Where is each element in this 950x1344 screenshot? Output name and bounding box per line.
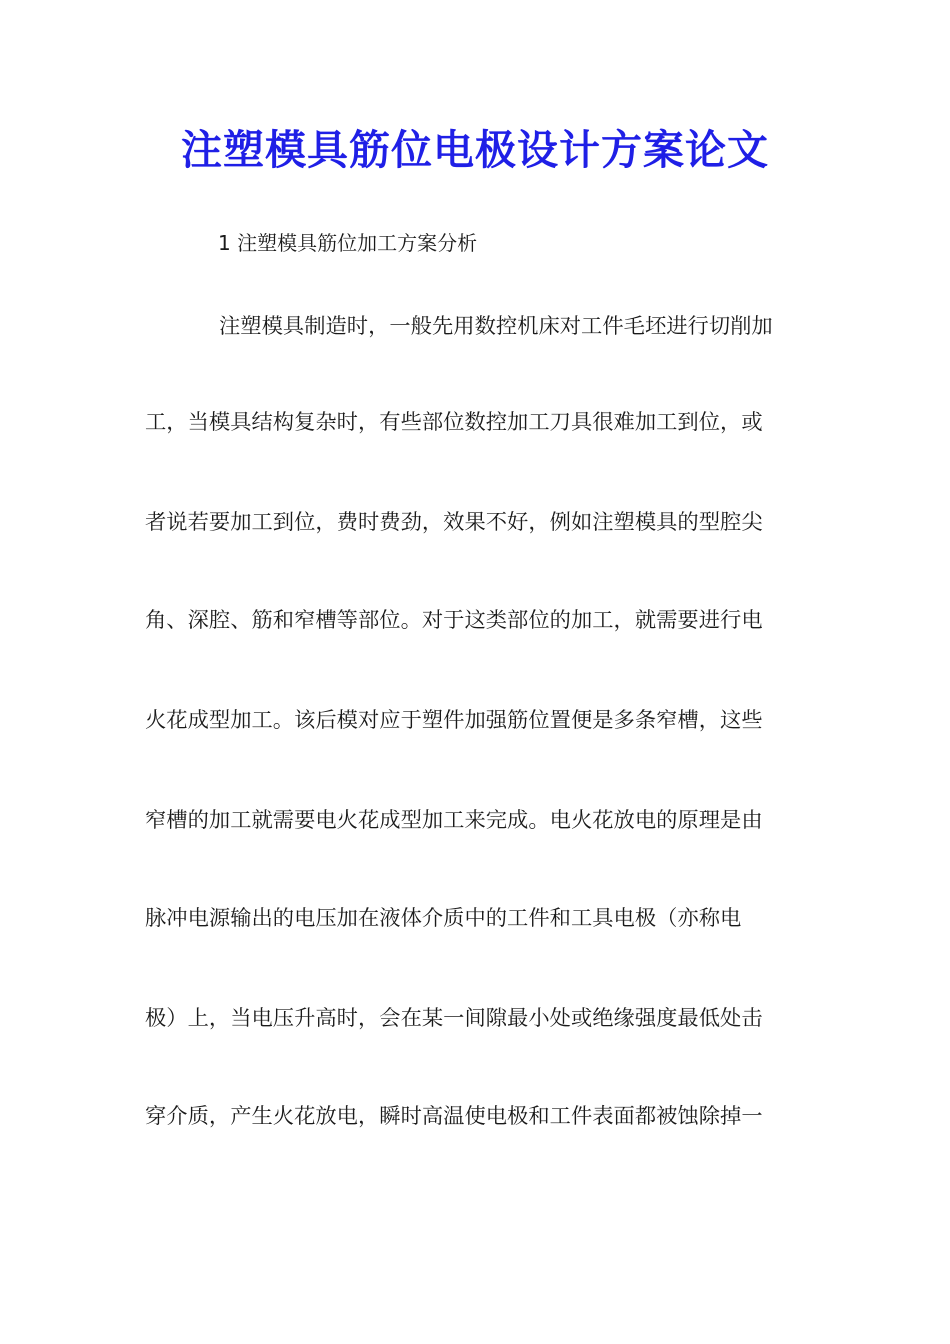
paragraph-line: 极）上，当电压升高时，会在某一间隙最小处或绝缘强度最低处击 [145, 1006, 763, 1031]
paragraph-line: 火花成型加工。该后模对应于塑件加强筋位置便是多条窄槽，这些 [145, 708, 763, 733]
section-heading: 1 注塑模具筋位加工方案分析 [218, 231, 478, 255]
paragraph-line: 穿介质，产生火花放电，瞬时高温使电极和工件表面都被蚀除掉一 [145, 1104, 763, 1129]
paragraph-line: 角、深腔、筋和窄槽等部位。对于这类部位的加工，就需要进行电 [145, 608, 763, 633]
paragraph-line: 窄槽的加工就需要电火花成型加工来完成。电火花放电的原理是由 [145, 808, 763, 833]
paragraph-line: 工，当模具结构复杂时，有些部位数控加工刀具很难加工到位，或 [145, 410, 763, 435]
paragraph-line: 注塑模具制造时，一般先用数控机床对工件毛坯进行切削加 [219, 314, 773, 339]
paragraph-line: 者说若要加工到位，费时费劲，效果不好，例如注塑模具的型腔尖 [145, 510, 763, 535]
document-title: 注塑模具筋位电极设计方案论文 [181, 126, 769, 174]
paragraph-line: 脉冲电源输出的电压加在液体介质中的工件和工具电极（亦称电 [145, 906, 742, 931]
